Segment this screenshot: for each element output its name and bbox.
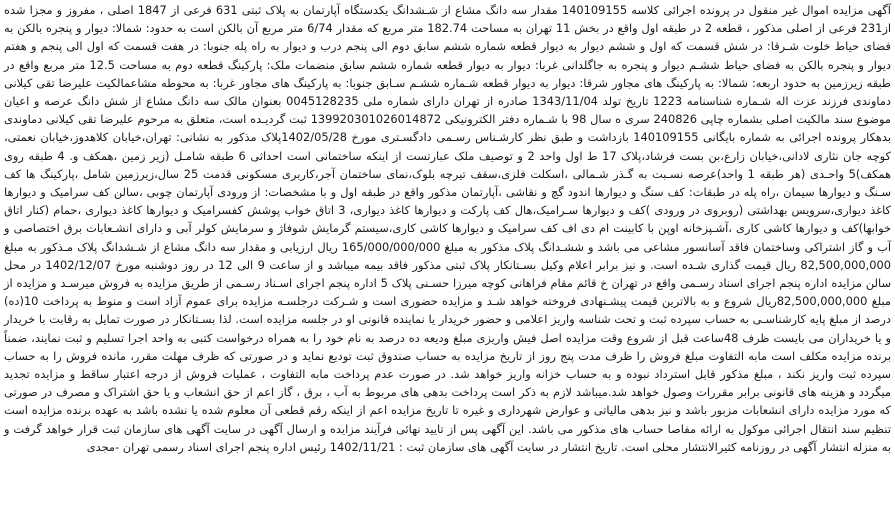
- auction-notice-text: آگهی مزایده اموال غیر منقول در پرونده اجرائی کلاسه 140109155 مقدار سه دانگ مشاع از شـشدانگ یکدستگاه آپارتمان به پلاک ثبتی 631 فرعی از 1847 اصلی ، مفروز و مجزا شده از231 فرعی از اصلی مذکور ، قطعه 2 در طبقه اول واقع در بخش 11 تهران به مساحت 182.74 متر مربع که مقدار 6/74 متر مربع آن بالکن است به حدود: شمالا: دیوار و پنجره بالکن به فضای حیاط خلوت شـرقا: در شش قسمت که اول و ششم دیوار به دیوار قطعه شماره ششم سابق دوم الی پنجم درب و دیوار به راه پله جنوبا: در هفت قسمت که اول الی پنجم و هفتم دیوار و پنجره بالکن به فضای حیاط ششـم دیوار و پنجره به جاگلدانی غربا: دیوار به دیوار قطعه شماره ششم سابق منضمات ملک: پارکینگ قطعه دوم به مساحت 12.5 متر مربع واقع در طبقه زیرزمین به حدود اربعه: شمالا: به پارکینگ های مجاور شرقا: دیوار به دیوار قطعه شـماره ششـم سـابق جنوبا: به پارکینگ های مجاور غربا: به محوطه مشاعمالکیت علیرضا تقی کیلانی دماوندی فرزند عزت اله شـماره شناسنامه 1223 تاریخ تولد 1343/11/04 صادره از تهران دارای شماره ملی 0045128235 بعنوان مالک سه دانگ مشاع از شش دانگ عرصه و اعیان موضوع سند مالکیت اصلی بشماره چاپی 240826 سری ه سال 98 با شـماره دفتر الکترونیکی 139920301026014872 ثبت گردیـده است، متعلق به مرحوم علیرضا تقی کیلانی دماوندی بدهکار پرونده اجرائی به شماره بایگانی 140109155 بازداشت و طبق نظر کارشـناس رسـمی دادگسـتری مورخ 1402/05/28پلاک مذکور به نشانی: تهران،خیابان کلاهدوز،خیابان نعمتی، کوچه جان نثاری لادانی،خیابان زارع،بن بست فرشاد،پلاک 17 ط اول واحد 2 و توصیف ملک عبارتست از اینکه ساختمانی است احداثی 6 طبقه شامـل (زیر زمین ،همکف و. 4 طبقه روی همکف)5 واحـدی (هر طبقه 1 واحد)عرصه نسـبت به گـذر شـمالی ،اسکلت فلزی،سقف تیرچه بلوک،نمای ساختمان آجر،کاربری مسکونی قدمت 25 سال،زیرزمین شامل ،پارکینگ ها کف سـنگ و دیوارها سیمان ،راه پله در طبقات: کف سنگ و دیوارها اندود گچ و نقاشی ،آپارتمان مذکور واقع در طبقه اول و با مشخصات: از ورودی آپارتمان چوبی ،سالن کف سرامیک و دیوارها کاغذ دیواری،سرویس بهداشتی (روبروی در ورودی )کف و دیوارها سـرامیک،هال کف پارکت و دیوارها کاغذ دیواری، 3 اتاق خواب پوشش کفسرامیک و دیوارها کاغذ دیواری ،حمام (کنار اتاق خوابها)کف و دیوارها کاشی کاری ،آشـپزخانه اوپن با کابینت ام دی اف کف سرامیک و دیوارها کاشی کاری،سیستم گرمایش شوفاژ و سرمایش کولر آبی و دارای انشـعابات برق اختصاصی و آب و گاز اشتراکی وساختمان فاقد آسانسور مشاعی می باشد و ششـدانگ پلاک مذکور به مبلغ 165/000/000/000 ریال ارزیابی و مقدار سه دانگ مشاع از شـشدانگ پلاک مـذکور به مبلغ 82,500,000,000 ریال قیمت گذاری شـده است. و نیز برابر اعلام وکیل بسـتانکار پلاک ثبتی مذکور فاقد بیمه میباشد و از ساعت 9 الی 12 در روز دوشنبه مورخ 1402/12/07 در محل سالن مزایده اداره پنجم اجرای اسناد رسـمی واقع در تهران خ قائم مقام فراهانی کوچه میرزا حسـنی پلاک 5 اداره پنجم اجرای اسـناد رسـمی از طریق مزایده به فروش میرسـد و مزایده از مبلغ 82,500,000,000ریال شروع و به بالاترین قیمت پیشـنهادی فروخته خواهد شـد و مزایده حضوری است و شـرکت درجلسـه مزایده برای عموم آزاد است و منوط به پرداخت 10(ده) درصد از مبلغ پایه کارشناسـی به حساب سپرده ثبت و تحت شناسه واریز اعلامی و حضور خریدار یا نماینده قانونی او در جلسه مزایده است. لذا بسـتانکار در صورت تمایل به رقابت با خریدار و یا خریداران می بایست ظرف 48ساعت قبل از شروع وقت مزایده اصل فیش واریزی مبلغ ودیعه ده درصد به نام خود را به همراه درخواست کتبی به واحد اجرا تسلیم و ثبت نمایند، ضمناً برنده مزایده مکلف است مابه التفاوت مبلغ فروش را ظرف مدت پنج روز از تاریخ مزایده به حساب صندوق ثبت تودیع نماید و در صورتی که ظرف مهلت مقرر، مانده فروش را به حساب سپرده ثبت واریز نکند ، مبلغ مذکور قابل استرداد نبوده و به حساب خزانه واریز خواهد شد. در صورت عدم پرداخت مابه التفاوت ، عملیات فروش از درجه اعتبار ساقط و مزایده تجدید میگردد و هزینه های قانونی برابر مقررات وصول خواهد شد.میباشد لازم به ذکر است پرداخت بدهی های مربوط به آب ، برق ، گاز اعم از حق انشعاب و یا حق اشتراک و مصرف در صورتی که مورد مزایده دارای انشعابات مزبور باشد و نیز بدهی مالیاتی و عوارض شهرداری و غیره تا تاریخ مزایده اعم از اینکه رقم قطعی آن معلوم شده یا نشده باشد به عهده برنده مزایده است تنظیم سند انتقال اجرائی موکول به ارائه مفاصا حساب های مذکور می باشد. این آگهی پس از تایید نهائی فرآیند مزایده و ارسال آگهی در سایت آگهی های سازمان ثبت قرار خواهد گرفت و به منزله انتشار آگهی در روزنامه کثیرالانتشار محلی است. تاریخ انتشار در سایت آگهی های سازمان ثبت : 1402/11/21 رئیس اداره پنجم اجرای اسناد رسمی تهران -مجدی: [4, 3, 892, 454]
